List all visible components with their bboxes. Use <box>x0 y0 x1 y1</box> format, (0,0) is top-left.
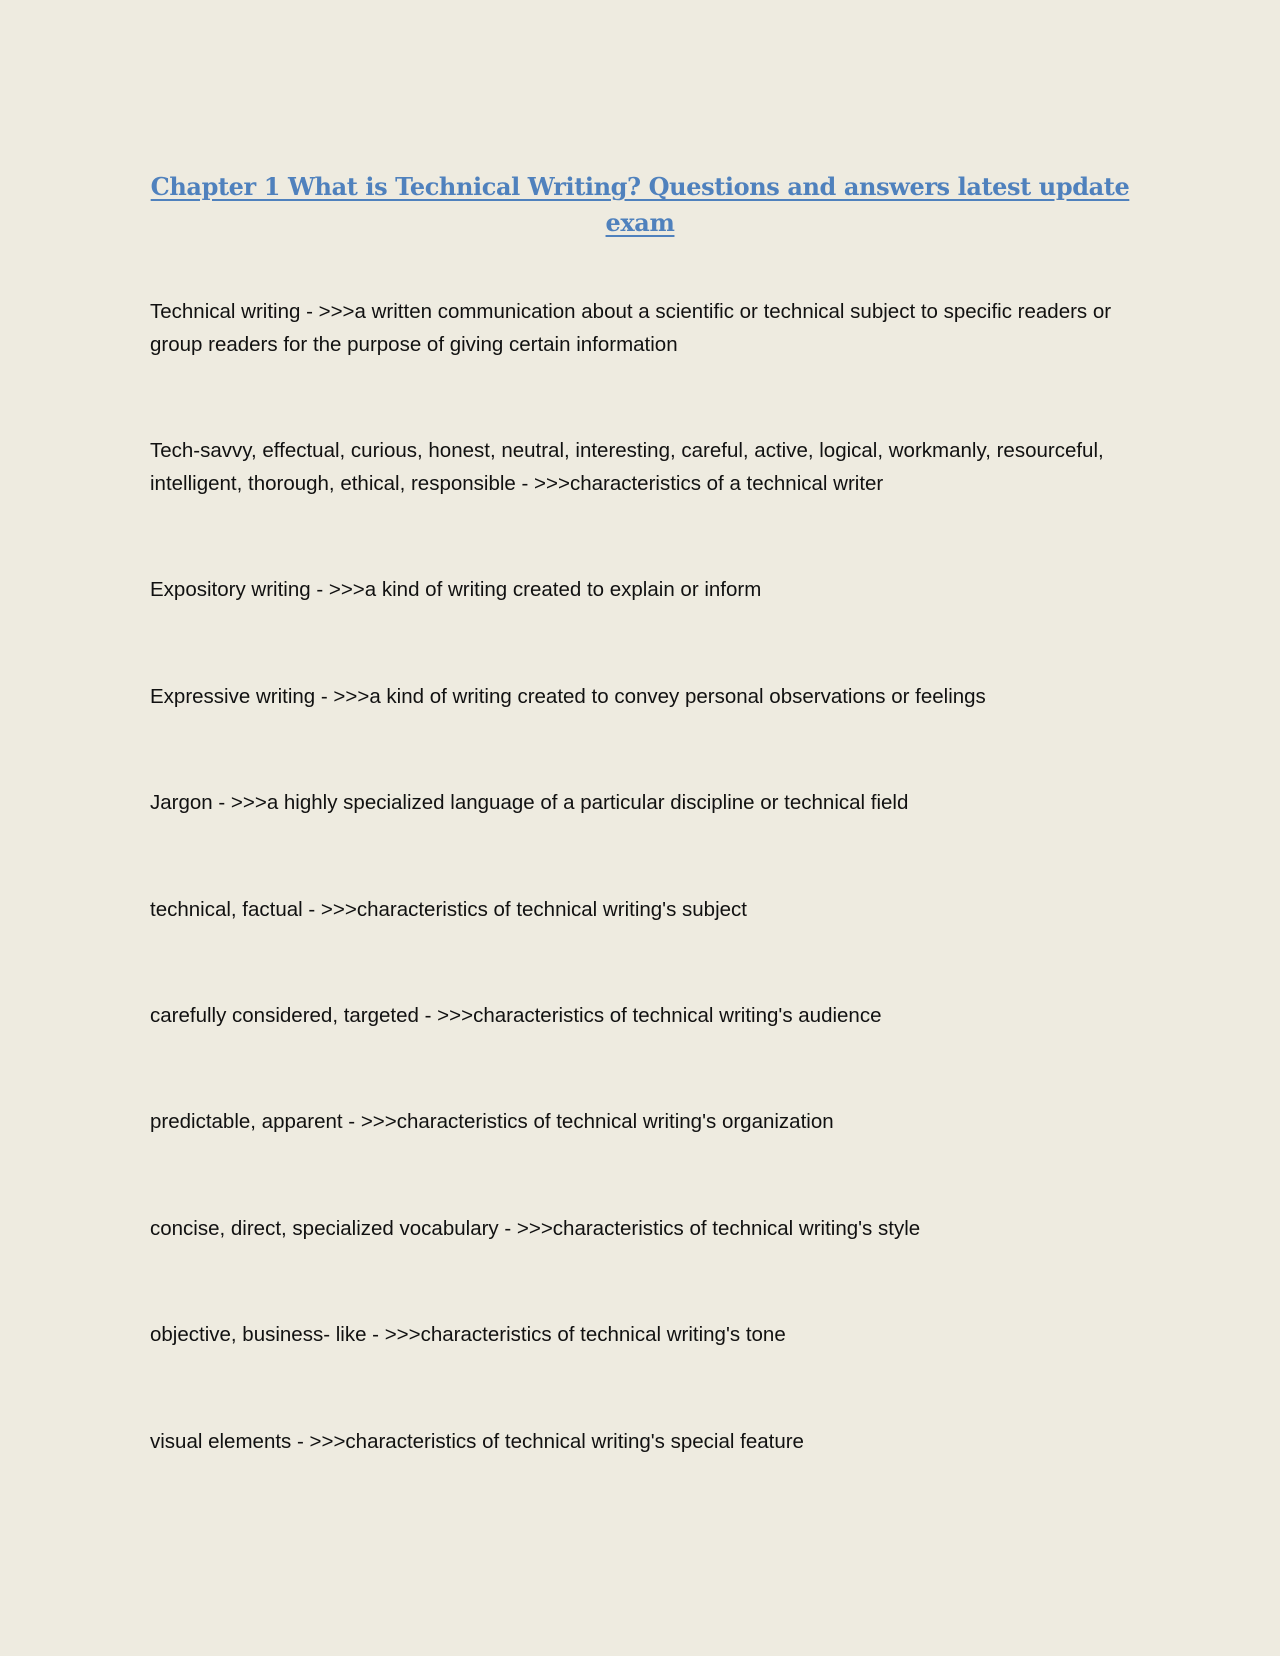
qa-entry: carefully considered, targeted - >>>characteristics of technical writing's audience <box>150 1004 882 1027</box>
qa-entry: concise, direct, specialized vocabulary - >>>characteristics of technical writing's style <box>150 1217 921 1240</box>
qa-entry: Tech-savvy, effectual, curious, honest, neutral, interesting, careful, active, logical, workmanly, resourceful, intelligent, thorough, ethical, responsible - >>>characteristics of a technical writer <box>150 439 1104 495</box>
qa-entry: Jargon - >>>a highly specialized language of a particular discipline or technical field <box>150 791 909 814</box>
qa-entry: Expressive writing - >>>a kind of writing created to convey personal observations or feelings <box>150 685 986 708</box>
qa-entry: objective, business- like - >>>characteristics of technical writing's tone <box>150 1323 786 1346</box>
qa-entry: technical, factual - >>>characteristics of technical writing's subject <box>150 898 747 921</box>
qa-entry: Expository writing - >>>a kind of writing created to explain or inform <box>150 578 762 601</box>
document-title: Chapter 1 What is Technical Writing? Questions and answers latest update exam <box>150 172 1130 237</box>
qa-entry: visual elements - >>>characteristics of technical writing's special feature <box>150 1430 804 1453</box>
qa-entry: predictable, apparent - >>>characteristics of technical writing's organization <box>150 1110 834 1133</box>
qa-entry: Technical writing - >>>a written communication about a scientific or technical subject to specific readers or group readers for the purpose of giving certain information <box>150 300 1112 356</box>
